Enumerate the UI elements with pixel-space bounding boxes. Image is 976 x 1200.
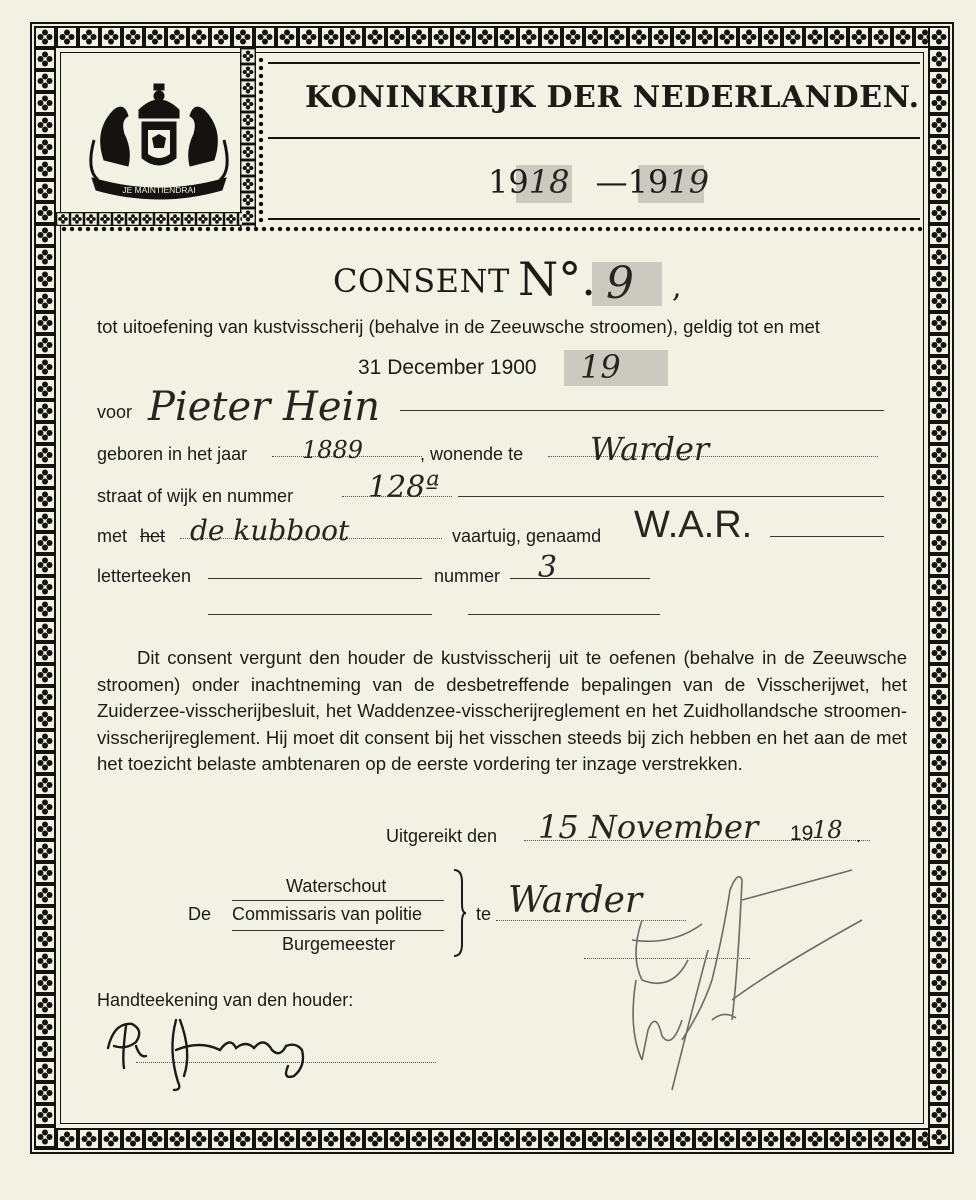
- holder-signature-label: Handteekening van den houder:: [97, 990, 354, 1010]
- letterteeken-line: [208, 578, 422, 579]
- issue-period: .: [856, 826, 862, 846]
- arms-motto: JE MAINTIENDRAI: [122, 185, 196, 195]
- header-divider-dots: [60, 226, 924, 232]
- birth-year: 1889: [302, 436, 364, 464]
- arms-divider-dots: [258, 56, 264, 226]
- authority-de: De: [188, 904, 212, 924]
- issue-year-handwritten: 18: [812, 816, 843, 844]
- header-rule-bottom: [268, 218, 920, 220]
- authority-burgemeester: Burgemeester: [282, 934, 396, 954]
- authority-commissaris: Commissaris van politie: [232, 904, 423, 924]
- straat-label: straat of wijk en nummer: [97, 486, 294, 506]
- authority-brace-icon: [450, 868, 468, 958]
- kingdom-title: KONINKRIJK DER NEDERLANDEN.: [305, 80, 920, 115]
- header-rule-middle: [268, 137, 920, 139]
- official-signature: [612, 860, 872, 1120]
- met-label: met: [97, 526, 128, 546]
- straat-line-rest: [458, 496, 884, 497]
- voor-line: [400, 410, 884, 411]
- authority-line-bottom: [232, 930, 444, 931]
- issue-date: 15 November: [538, 808, 759, 846]
- consent-number: 9: [606, 258, 634, 309]
- letterteeken-label: letterteeken: [97, 566, 192, 586]
- year-from-handwritten: 18: [528, 163, 570, 201]
- holder-signature: [96, 1006, 336, 1096]
- wonende-label: , wonende te: [420, 444, 524, 464]
- voor-label: voor: [97, 402, 133, 422]
- vessel-type: de kubboot: [190, 514, 350, 547]
- authority-place: Warder: [508, 880, 643, 921]
- header-band-bottom: [56, 212, 242, 226]
- authority-line-top: [232, 900, 444, 901]
- vessel-number: 3: [538, 550, 558, 585]
- authority-waterschout: Waterschout: [286, 876, 387, 896]
- nummer-label: nummer: [434, 566, 501, 586]
- holder-name: Pieter Hein: [148, 384, 381, 430]
- blank-line-1: [208, 614, 432, 615]
- year-to-handwritten: 19: [668, 163, 710, 201]
- street-number: 128ª: [368, 470, 440, 505]
- header-rule-top: [268, 62, 920, 64]
- valid-until-printed: 31 December 1900: [358, 356, 537, 379]
- residence: Warder: [590, 430, 710, 468]
- geboren-label: geboren in het jaar: [97, 444, 248, 464]
- issue-year-printed: 19: [790, 822, 814, 845]
- met-struck: het: [140, 526, 166, 546]
- valid-until-handwritten: 19: [580, 348, 621, 386]
- consent-number-label: N°.: [518, 252, 596, 306]
- coat-of-arms-icon: [84, 80, 234, 205]
- year-from-printed: 19: [488, 163, 529, 201]
- year-to-printed: —19: [595, 163, 669, 201]
- consent-title: CONSENT: [333, 262, 510, 300]
- arms-box-border-right: [240, 48, 256, 228]
- vessel-name: W.A.R.: [634, 504, 753, 546]
- consent-subtitle: tot uitoefening van kustvisscherij (behalve in de Zeeuwsche stroomen), geldig tot en met: [97, 316, 820, 337]
- year-range: [488, 163, 709, 201]
- issue-label: Uitgereikt den: [386, 826, 498, 846]
- authority-te: te: [476, 904, 492, 924]
- vaartuig-line: [770, 536, 884, 537]
- consent-comma: ,: [672, 270, 682, 305]
- blank-line-2: [468, 614, 660, 615]
- body-paragraph: Dit consent vergunt den houder de kustvisscherij uit te oefenen (behalve in de Zeeuwsche stroomen) onder inachtneming van de desbetreffende bepalingen van de Visscherijwet, het Zuiderzee-visscherijbesluit, het Waddenzee-visscherijreglement en het Zuidhollandsche stroomen-visscherijreglement. Hij moet dit consent bij het visschen steeds bij zich hebben en het aan de met het toezicht belaste ambtenaren op de eerste vordering ter inzage verstrekken.: [97, 647, 907, 774]
- nummer-line: [510, 578, 650, 579]
- vaartuig-label: vaartuig, genaamd: [452, 526, 602, 546]
